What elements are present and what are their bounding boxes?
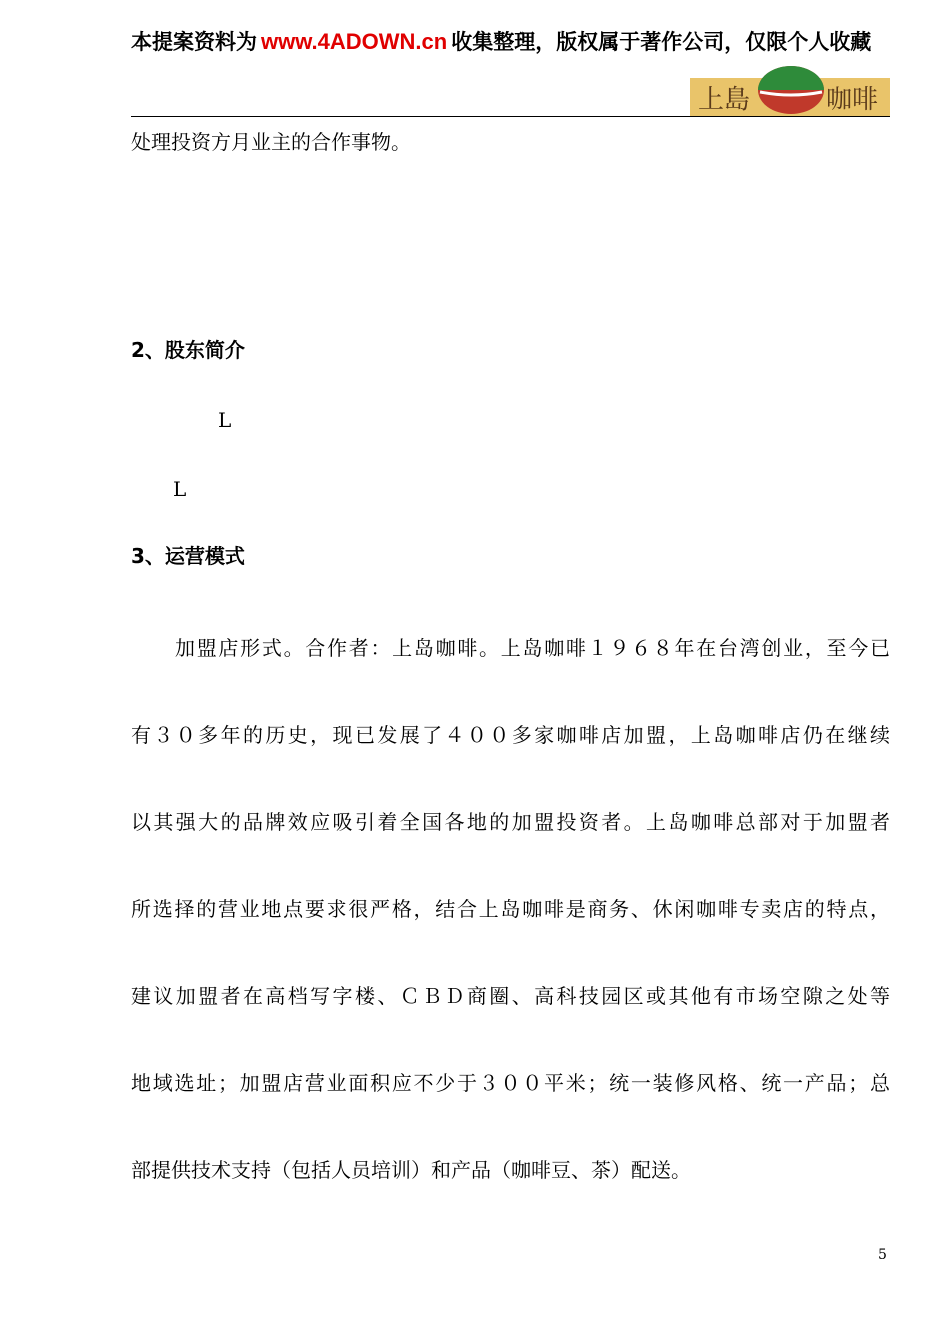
section-3-heading: 3、运营模式 — [131, 544, 245, 568]
watermark-prefix: 本提案资料为 — [131, 30, 257, 54]
body-line-2: 有３０多年的历史，现已发展了４００多家咖啡店加盟，上岛咖啡店仍在继续 — [131, 723, 890, 747]
body-line-1: 加盟店形式。合作者：上岛咖啡。上岛咖啡１９６８年在台湾创业，至今已 — [175, 636, 890, 660]
body-line-4: 所选择的营业地点要求很严格，结合上岛咖啡是商务、休闲咖啡专卖店的特点， — [131, 897, 890, 921]
body-line-7: 部提供技术支持（包括人员培训）和产品（咖啡豆、茶）配送。 — [131, 1158, 691, 1182]
body-line-5: 建议加盟者在高档写字楼、ＣＢＤ商圈、高科技园区或其他有市场空隙之处等 — [131, 984, 890, 1008]
section-2-heading: 2、股东简介 — [131, 338, 245, 362]
shareholder-marker-2: L — [173, 477, 187, 501]
header-watermark — [131, 26, 950, 58]
watermark-suffix: 收集整理，版权属于著作公司，仅限个人收藏 — [451, 30, 872, 54]
intro-line: 处理投资方月业主的合作事物。 — [131, 130, 411, 154]
page-number: 5 — [878, 1247, 887, 1263]
header-divider — [131, 116, 890, 117]
shareholder-marker-1: L — [218, 408, 232, 432]
body-line-6: 地域选址；加盟店营业面积应不少于３００平米；统一装修风格、统一产品；总 — [131, 1071, 890, 1095]
shangdao-coffee-logo — [690, 64, 890, 116]
logo-right-text: 咖啡 — [826, 85, 879, 115]
logo-left-text: 上島 — [698, 85, 751, 115]
coffee-bean-icon — [758, 66, 824, 114]
body-line-3: 以其强大的品牌效应吸引着全国各地的加盟投资者。上岛咖啡总部对于加盟者 — [131, 810, 890, 834]
watermark-url[interactable]: www.4ADOWN.cn — [261, 29, 448, 54]
